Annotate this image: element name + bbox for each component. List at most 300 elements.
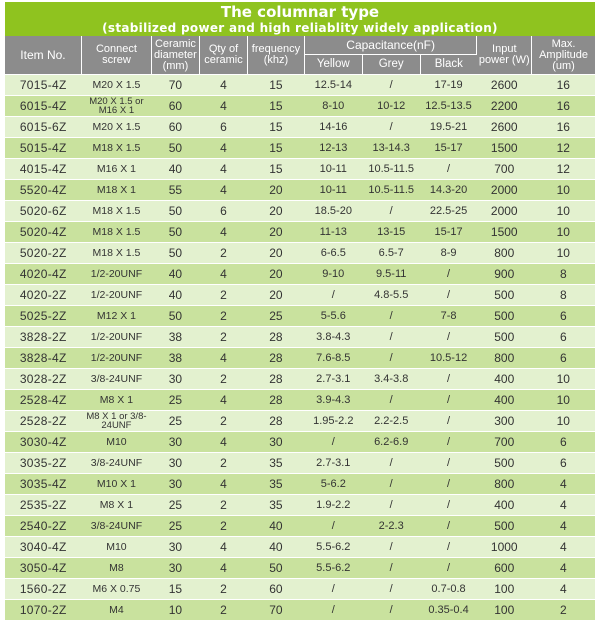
cell-qty-ceramic: 4 <box>199 96 247 117</box>
cell-input-power: 700 <box>477 159 532 180</box>
cell-ceramic-diameter: 50 <box>151 222 199 243</box>
cell-input-power: 300 <box>477 411 532 432</box>
cell-cap-black: 7-8 <box>420 306 477 327</box>
cell-cap-black: 14.3-20 <box>420 180 477 201</box>
cell-cap-grey: / <box>362 600 420 621</box>
cell-qty-ceramic: 2 <box>199 285 247 306</box>
cell-cap-black: / <box>420 327 477 348</box>
cell-input-power: 800 <box>477 474 532 495</box>
cell-qty-ceramic: 4 <box>199 537 247 558</box>
cell-ceramic-diameter: 50 <box>151 306 199 327</box>
cell-cap-grey: / <box>362 348 420 369</box>
cell-frequency: 15 <box>248 117 305 138</box>
table-body <box>5 75 595 621</box>
cell-cap-black: / <box>420 495 477 516</box>
cell-max-amplitude: 6 <box>532 306 595 327</box>
cell-ceramic-diameter: 55 <box>151 180 199 201</box>
header-ceramic-diameter: Ceramic diameter (mm) <box>151 36 199 75</box>
cell-cap-black: / <box>420 411 477 432</box>
cell-qty-ceramic: 2 <box>199 600 247 621</box>
cell-frequency: 15 <box>248 138 305 159</box>
table-row <box>5 180 595 201</box>
table-row <box>5 495 595 516</box>
cell-connect-screw: M8 <box>81 558 151 579</box>
cell-cap-grey: / <box>362 327 420 348</box>
cell-connect-screw: M4 <box>81 600 151 621</box>
cell-qty-ceramic: 4 <box>199 180 247 201</box>
table-row <box>5 306 595 327</box>
cell-ceramic-diameter: 70 <box>151 75 199 96</box>
cell-cap-grey: / <box>362 75 420 96</box>
cell-connect-screw: 1/2-20UNF <box>81 264 151 285</box>
cell-input-power: 800 <box>477 348 532 369</box>
cell-qty-ceramic: 4 <box>199 264 247 285</box>
cell-item-no: 3050-4Z <box>5 558 81 579</box>
cell-input-power: 2000 <box>477 201 532 222</box>
header-frequency: frequency (khz) <box>248 36 305 75</box>
cell-frequency: 20 <box>248 264 305 285</box>
cell-qty-ceramic: 2 <box>199 495 247 516</box>
cell-frequency: 60 <box>248 579 305 600</box>
cell-cap-yellow: 2.7-3.1 <box>304 453 362 474</box>
title-banner <box>5 2 595 36</box>
cell-ceramic-diameter: 50 <box>151 243 199 264</box>
cell-cap-black: 12.5-13.5 <box>420 96 477 117</box>
cell-item-no: 4020-2Z <box>5 285 81 306</box>
cell-connect-screw: M10 <box>81 432 151 453</box>
cell-cap-grey: 2-2.3 <box>362 516 420 537</box>
cell-max-amplitude: 10 <box>532 369 595 390</box>
cell-cap-black: 15-17 <box>420 138 477 159</box>
cell-max-amplitude: 6 <box>532 453 595 474</box>
cell-frequency: 30 <box>248 432 305 453</box>
cell-item-no: 3828-4Z <box>5 348 81 369</box>
cell-connect-screw: M20 X 1.5 <box>81 117 151 138</box>
cell-cap-black: 0.35-0.4 <box>420 600 477 621</box>
table-row <box>5 369 595 390</box>
cell-max-amplitude: 4 <box>532 558 595 579</box>
cell-input-power: 900 <box>477 264 532 285</box>
cell-qty-ceramic: 2 <box>199 411 247 432</box>
cell-cap-grey: 6.2-6.9 <box>362 432 420 453</box>
cell-item-no: 3040-4Z <box>5 537 81 558</box>
cell-max-amplitude: 10 <box>532 180 595 201</box>
cell-input-power: 400 <box>477 369 532 390</box>
cell-input-power: 600 <box>477 558 532 579</box>
cell-qty-ceramic: 4 <box>199 75 247 96</box>
table-row <box>5 159 595 180</box>
cell-input-power: 1000 <box>477 537 532 558</box>
cell-frequency: 20 <box>248 243 305 264</box>
table-row <box>5 600 595 621</box>
cell-frequency: 28 <box>248 348 305 369</box>
cell-cap-grey: / <box>362 201 420 222</box>
cell-connect-screw: M18 X 1.5 <box>81 222 151 243</box>
cell-cap-black: / <box>420 159 477 180</box>
cell-cap-black: / <box>420 558 477 579</box>
cell-cap-yellow: / <box>304 516 362 537</box>
cell-frequency: 28 <box>248 327 305 348</box>
cell-cap-yellow: 2.7-3.1 <box>304 369 362 390</box>
table-row <box>5 348 595 369</box>
cell-frequency: 28 <box>248 411 305 432</box>
cell-cap-grey: / <box>362 390 420 411</box>
cell-cap-yellow: / <box>304 432 362 453</box>
cell-connect-screw: M18 X 1.5 <box>81 138 151 159</box>
table-row <box>5 201 595 222</box>
cell-input-power: 500 <box>477 327 532 348</box>
header-input-power: Input power (W) <box>477 36 532 75</box>
cell-frequency: 25 <box>248 306 305 327</box>
cell-connect-screw: M10 X 1 <box>81 474 151 495</box>
header-grey: Grey <box>362 55 420 75</box>
cell-ceramic-diameter: 30 <box>151 432 199 453</box>
cell-input-power: 800 <box>477 243 532 264</box>
cell-item-no: 4015-4Z <box>5 159 81 180</box>
cell-item-no: 5020-4Z <box>5 222 81 243</box>
cell-input-power: 700 <box>477 432 532 453</box>
cell-ceramic-diameter: 50 <box>151 201 199 222</box>
cell-cap-black: / <box>420 537 477 558</box>
cell-ceramic-diameter: 10 <box>151 600 199 621</box>
cell-ceramic-diameter: 30 <box>151 453 199 474</box>
cell-cap-black: / <box>420 453 477 474</box>
cell-cap-black: 17-19 <box>420 75 477 96</box>
cell-cap-black: / <box>420 264 477 285</box>
table-row <box>5 579 595 600</box>
cell-qty-ceramic: 4 <box>199 138 247 159</box>
page-title: The columnar type <box>220 3 380 21</box>
header-item-no: Item No. <box>5 36 81 75</box>
cell-item-no: 1560-2Z <box>5 579 81 600</box>
cell-item-no: 4020-4Z <box>5 264 81 285</box>
cell-max-amplitude: 10 <box>532 411 595 432</box>
cell-cap-yellow: 10-11 <box>304 180 362 201</box>
cell-cap-grey: / <box>362 579 420 600</box>
cell-cap-yellow: 5-6.2 <box>304 474 362 495</box>
cell-connect-screw: 1/2-20UNF <box>81 348 151 369</box>
cell-input-power: 100 <box>477 579 532 600</box>
cell-input-power: 2600 <box>477 75 532 96</box>
cell-qty-ceramic: 2 <box>199 369 247 390</box>
cell-cap-yellow: 3.8-4.3 <box>304 327 362 348</box>
cell-cap-black: / <box>420 369 477 390</box>
cell-input-power: 500 <box>477 453 532 474</box>
table-row <box>5 516 595 537</box>
cell-ceramic-diameter: 60 <box>151 96 199 117</box>
cell-cap-yellow: 5.5-6.2 <box>304 537 362 558</box>
cell-item-no: 1070-2Z <box>5 600 81 621</box>
cell-frequency: 35 <box>248 453 305 474</box>
cell-cap-yellow: 3.9-4.3 <box>304 390 362 411</box>
cell-cap-grey: 13-14.3 <box>362 138 420 159</box>
cell-cap-black: 19.5-21 <box>420 117 477 138</box>
cell-cap-yellow: 1.95-2.2 <box>304 411 362 432</box>
cell-cap-black: 0.7-0.8 <box>420 579 477 600</box>
cell-frequency: 20 <box>248 180 305 201</box>
cell-connect-screw: 1/2-20UNF <box>81 327 151 348</box>
cell-ceramic-diameter: 38 <box>151 348 199 369</box>
cell-frequency: 40 <box>248 516 305 537</box>
cell-max-amplitude: 6 <box>532 432 595 453</box>
spec-table <box>5 36 595 621</box>
table-row <box>5 243 595 264</box>
cell-cap-black: / <box>420 432 477 453</box>
cell-cap-grey: 10.5-11.5 <box>362 159 420 180</box>
cell-cap-yellow: 5.5-6.2 <box>304 558 362 579</box>
table-row <box>5 474 595 495</box>
table-row <box>5 390 595 411</box>
cell-cap-black: / <box>420 285 477 306</box>
cell-item-no: 2528-2Z <box>5 411 81 432</box>
cell-frequency: 15 <box>248 159 305 180</box>
cell-max-amplitude: 8 <box>532 264 595 285</box>
header-qty-ceramic: Qty of ceramic <box>199 36 247 75</box>
cell-cap-yellow: 1.9-2.2 <box>304 495 362 516</box>
cell-frequency: 20 <box>248 201 305 222</box>
cell-cap-yellow: 7.6-8.5 <box>304 348 362 369</box>
cell-max-amplitude: 4 <box>532 516 595 537</box>
cell-connect-screw: 3/8-24UNF <box>81 369 151 390</box>
cell-cap-black: / <box>420 516 477 537</box>
cell-cap-grey: / <box>362 495 420 516</box>
cell-ceramic-diameter: 40 <box>151 285 199 306</box>
cell-input-power: 1500 <box>477 138 532 159</box>
cell-cap-yellow: 6-6.5 <box>304 243 362 264</box>
cell-connect-screw: M16 X 1 <box>81 159 151 180</box>
cell-connect-screw: 3/8-24UNF <box>81 516 151 537</box>
table-row <box>5 558 595 579</box>
cell-cap-yellow: 10-11 <box>304 159 362 180</box>
cell-cap-grey: 9.5-11 <box>362 264 420 285</box>
cell-qty-ceramic: 2 <box>199 243 247 264</box>
cell-ceramic-diameter: 30 <box>151 537 199 558</box>
table-row <box>5 75 595 96</box>
table-row <box>5 222 595 243</box>
cell-connect-screw: M18 X 1.5 <box>81 201 151 222</box>
cell-cap-yellow: 8-10 <box>304 96 362 117</box>
cell-item-no: 5020-2Z <box>5 243 81 264</box>
cell-qty-ceramic: 4 <box>199 432 247 453</box>
cell-max-amplitude: 4 <box>532 474 595 495</box>
table-row <box>5 432 595 453</box>
table-row <box>5 138 595 159</box>
header-black: Black <box>420 55 477 75</box>
table-row <box>5 285 595 306</box>
cell-max-amplitude: 10 <box>532 222 595 243</box>
cell-cap-black: 8-9 <box>420 243 477 264</box>
cell-max-amplitude: 12 <box>532 159 595 180</box>
header-max-amplitude: Max. Amplitude (um) <box>532 36 595 75</box>
cell-cap-grey: 6.5-7 <box>362 243 420 264</box>
cell-input-power: 100 <box>477 600 532 621</box>
cell-ceramic-diameter: 30 <box>151 369 199 390</box>
cell-input-power: 500 <box>477 285 532 306</box>
cell-ceramic-diameter: 15 <box>151 579 199 600</box>
cell-item-no: 7015-4Z <box>5 75 81 96</box>
cell-cap-black: 10.5-12 <box>420 348 477 369</box>
cell-ceramic-diameter: 25 <box>151 390 199 411</box>
cell-connect-screw: M12 X 1 <box>81 306 151 327</box>
cell-frequency: 15 <box>248 75 305 96</box>
cell-cap-black: / <box>420 390 477 411</box>
header-yellow: Yellow <box>304 55 362 75</box>
cell-cap-grey: / <box>362 306 420 327</box>
cell-connect-screw: M8 X 1 <box>81 390 151 411</box>
cell-connect-screw: M18 X 1.5 <box>81 243 151 264</box>
cell-ceramic-diameter: 25 <box>151 516 199 537</box>
cell-max-amplitude: 12 <box>532 138 595 159</box>
cell-input-power: 2000 <box>477 180 532 201</box>
cell-qty-ceramic: 4 <box>199 390 247 411</box>
cell-max-amplitude: 4 <box>532 579 595 600</box>
table-row <box>5 537 595 558</box>
cell-max-amplitude: 10 <box>532 201 595 222</box>
spec-sheet <box>5 2 595 617</box>
cell-max-amplitude: 16 <box>532 96 595 117</box>
cell-qty-ceramic: 4 <box>199 558 247 579</box>
cell-cap-grey: / <box>362 474 420 495</box>
cell-item-no: 5015-4Z <box>5 138 81 159</box>
cell-frequency: 20 <box>248 222 305 243</box>
cell-qty-ceramic: 6 <box>199 117 247 138</box>
cell-max-amplitude: 6 <box>532 327 595 348</box>
cell-max-amplitude: 10 <box>532 243 595 264</box>
table-row <box>5 453 595 474</box>
cell-input-power: 400 <box>477 390 532 411</box>
cell-cap-yellow: / <box>304 579 362 600</box>
cell-input-power: 2600 <box>477 117 532 138</box>
cell-cap-grey: / <box>362 558 420 579</box>
cell-max-amplitude: 10 <box>532 390 595 411</box>
cell-max-amplitude: 4 <box>532 537 595 558</box>
header-connect-screw: Connect screw <box>81 36 151 75</box>
cell-item-no: 3030-4Z <box>5 432 81 453</box>
cell-qty-ceramic: 4 <box>199 474 247 495</box>
cell-frequency: 35 <box>248 474 305 495</box>
cell-ceramic-diameter: 38 <box>151 327 199 348</box>
cell-qty-ceramic: 6 <box>199 201 247 222</box>
table-row <box>5 327 595 348</box>
cell-cap-yellow: 9-10 <box>304 264 362 285</box>
cell-item-no: 5020-6Z <box>5 201 81 222</box>
cell-frequency: 20 <box>248 285 305 306</box>
cell-ceramic-diameter: 25 <box>151 411 199 432</box>
cell-cap-yellow: / <box>304 285 362 306</box>
cell-connect-screw: M8 X 1 or 3/8-24UNF <box>81 411 151 432</box>
cell-frequency: 35 <box>248 495 305 516</box>
cell-max-amplitude: 2 <box>532 600 595 621</box>
cell-cap-yellow: / <box>304 600 362 621</box>
cell-ceramic-diameter: 40 <box>151 159 199 180</box>
cell-cap-yellow: 18.5-20 <box>304 201 362 222</box>
cell-connect-screw: M18 X 1 <box>81 180 151 201</box>
cell-ceramic-diameter: 40 <box>151 264 199 285</box>
cell-cap-black: 15-17 <box>420 222 477 243</box>
cell-cap-yellow: 12.5-14 <box>304 75 362 96</box>
cell-ceramic-diameter: 50 <box>151 138 199 159</box>
cell-cap-grey: 10-12 <box>362 96 420 117</box>
cell-item-no: 5520-4Z <box>5 180 81 201</box>
cell-cap-grey: 10.5-11.5 <box>362 180 420 201</box>
cell-qty-ceramic: 2 <box>199 579 247 600</box>
table-row <box>5 96 595 117</box>
cell-ceramic-diameter: 30 <box>151 558 199 579</box>
cell-connect-screw: M20 X 1.5 <box>81 75 151 96</box>
cell-input-power: 500 <box>477 516 532 537</box>
cell-item-no: 3035-2Z <box>5 453 81 474</box>
cell-frequency: 50 <box>248 558 305 579</box>
cell-input-power: 1500 <box>477 222 532 243</box>
cell-connect-screw: M8 X 1 <box>81 495 151 516</box>
cell-cap-yellow: 14-16 <box>304 117 362 138</box>
cell-max-amplitude: 16 <box>532 75 595 96</box>
cell-qty-ceramic: 2 <box>199 453 247 474</box>
cell-cap-black: / <box>420 474 477 495</box>
cell-item-no: 3828-2Z <box>5 327 81 348</box>
cell-connect-screw: 3/8-24UNF <box>81 453 151 474</box>
cell-item-no: 5025-2Z <box>5 306 81 327</box>
cell-frequency: 28 <box>248 369 305 390</box>
cell-qty-ceramic: 2 <box>199 327 247 348</box>
cell-item-no: 2528-4Z <box>5 390 81 411</box>
header-capacitance: Capacitance(nF) <box>304 36 477 55</box>
cell-ceramic-diameter: 60 <box>151 117 199 138</box>
table-row <box>5 411 595 432</box>
cell-cap-yellow: 12-13 <box>304 138 362 159</box>
cell-cap-grey: / <box>362 453 420 474</box>
cell-max-amplitude: 8 <box>532 285 595 306</box>
cell-connect-screw: M6 X 0.75 <box>81 579 151 600</box>
cell-item-no: 2540-2Z <box>5 516 81 537</box>
cell-item-no: 6015-4Z <box>5 96 81 117</box>
cell-qty-ceramic: 4 <box>199 348 247 369</box>
cell-connect-screw: M20 X 1.5 or M16 X 1 <box>81 96 151 117</box>
cell-qty-ceramic: 4 <box>199 222 247 243</box>
cell-max-amplitude: 6 <box>532 348 595 369</box>
cell-cap-grey: 4.8-5.5 <box>362 285 420 306</box>
cell-max-amplitude: 16 <box>532 117 595 138</box>
cell-frequency: 28 <box>248 390 305 411</box>
cell-item-no: 3035-4Z <box>5 474 81 495</box>
cell-cap-black: 22.5-25 <box>420 201 477 222</box>
table-row <box>5 264 595 285</box>
cell-cap-grey: 2.2-2.5 <box>362 411 420 432</box>
cell-frequency: 70 <box>248 600 305 621</box>
cell-qty-ceramic: 2 <box>199 306 247 327</box>
cell-item-no: 3028-2Z <box>5 369 81 390</box>
cell-cap-yellow: 5-5.6 <box>304 306 362 327</box>
cell-item-no: 6015-6Z <box>5 117 81 138</box>
cell-qty-ceramic: 2 <box>199 516 247 537</box>
cell-cap-grey: 13-15 <box>362 222 420 243</box>
page-subtitle: (stabilized power and high reliablity widely application) <box>102 21 498 35</box>
cell-qty-ceramic: 4 <box>199 159 247 180</box>
cell-ceramic-diameter: 25 <box>151 495 199 516</box>
cell-item-no: 2535-2Z <box>5 495 81 516</box>
cell-cap-grey: 3.4-3.8 <box>362 369 420 390</box>
cell-input-power: 500 <box>477 306 532 327</box>
cell-connect-screw: M10 <box>81 537 151 558</box>
cell-input-power: 400 <box>477 495 532 516</box>
cell-input-power: 2200 <box>477 96 532 117</box>
cell-frequency: 15 <box>248 96 305 117</box>
cell-max-amplitude: 4 <box>532 495 595 516</box>
cell-cap-yellow: 11-13 <box>304 222 362 243</box>
cell-frequency: 40 <box>248 537 305 558</box>
cell-ceramic-diameter: 30 <box>151 474 199 495</box>
cell-cap-grey: / <box>362 117 420 138</box>
